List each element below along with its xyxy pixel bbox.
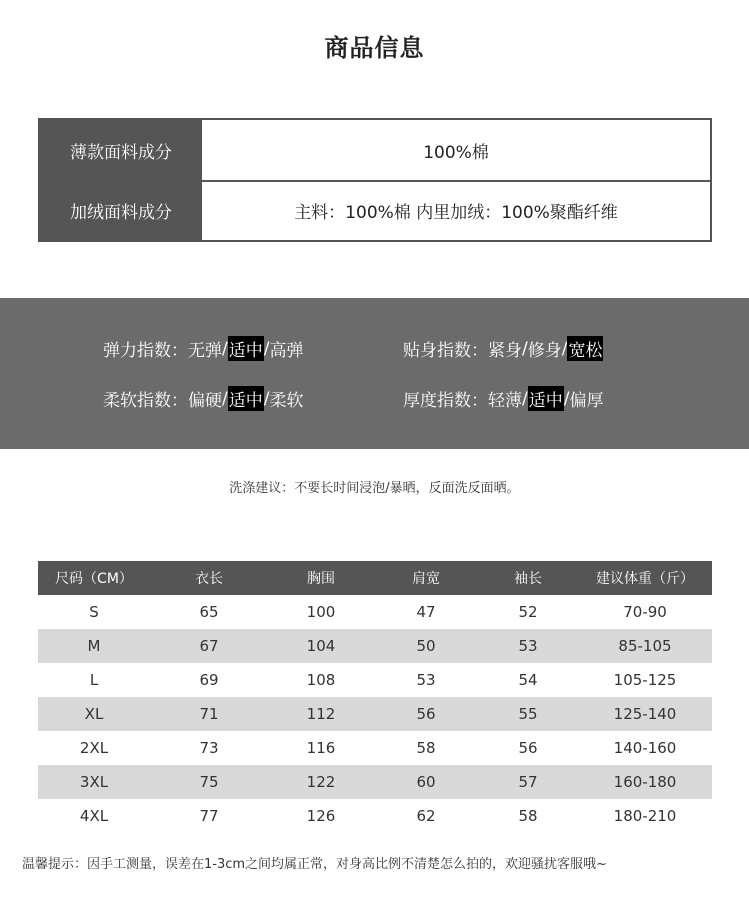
table-cell: 125-140 <box>613 705 677 723</box>
size-table-body <box>38 595 712 833</box>
index-option: 偏厚 <box>569 391 604 411</box>
size-table-header <box>38 561 712 595</box>
index-option: 无弹 <box>188 341 222 361</box>
table-cell: XL <box>84 705 104 723</box>
index-label: 贴身指数： <box>403 341 488 361</box>
table-cell: 60 <box>416 773 436 791</box>
table-row <box>38 595 712 629</box>
table-cell: 65 <box>199 603 219 621</box>
table-cell: 160-180 <box>613 773 677 791</box>
table-row <box>38 663 712 697</box>
fabric-label-fleece: 加绒面料成分 <box>40 180 202 240</box>
fabric-value-thin: 100%棉 <box>423 142 489 163</box>
fabric-row-thin <box>40 120 710 182</box>
table-cell: 75 <box>199 773 219 791</box>
table-cell: 100 <box>306 603 336 621</box>
index-option: 轻薄 <box>488 391 522 411</box>
tip-note: 温馨提示：因手工测量，误差在1-3cm之间均属正常，对身高比例不清楚怎么拍的，欢迎骚扰客服哦~ <box>22 857 607 872</box>
page-title: 商品信息 <box>324 34 425 62</box>
table-cell: 122 <box>306 773 336 791</box>
table-cell: 55 <box>518 705 538 723</box>
fabric-value-fleece: 主料：100%棉 内里加绒：100%聚酯纤维 <box>294 202 618 223</box>
index-band <box>0 298 749 449</box>
table-cell: L <box>89 671 99 689</box>
table-cell: 3XL <box>79 773 109 791</box>
table-cell: 62 <box>416 807 436 825</box>
table-cell: 67 <box>199 637 219 655</box>
table-cell: 47 <box>416 603 436 621</box>
table-cell: 105-125 <box>613 671 677 689</box>
table-cell: 112 <box>306 705 336 723</box>
table-cell: 116 <box>306 739 336 757</box>
table-cell: 56 <box>416 705 436 723</box>
index-elastic: 弹力指数： 无弹 / 适中 / 高弹 <box>103 336 303 361</box>
table-cell: 58 <box>518 807 538 825</box>
index-option: 紧身 <box>488 341 522 361</box>
table-cell: 53 <box>416 671 436 689</box>
index-label: 厚度指数： <box>403 391 488 411</box>
index-option: 柔软 <box>269 391 304 411</box>
index-option-selected: 适中 <box>528 386 564 411</box>
index-thick: 厚度指数： 轻薄 / 适中 / 偏厚 <box>403 386 603 411</box>
index-option: 修身 <box>527 341 562 361</box>
table-cell: 52 <box>518 603 538 621</box>
table-cell: 4XL <box>79 807 109 825</box>
table-row <box>38 765 712 799</box>
table-cell: 53 <box>518 637 538 655</box>
table-cell: 54 <box>518 671 538 689</box>
table-row <box>38 731 712 765</box>
header-cell: 袖长 <box>514 571 542 587</box>
index-option-selected: 适中 <box>228 386 264 411</box>
index-label: 弹力指数： <box>103 341 188 361</box>
table-cell: 57 <box>518 773 538 791</box>
fabric-table <box>38 118 712 242</box>
header-cell: 建议体重（斤） <box>596 571 694 587</box>
index-fit: 贴身指数： 紧身 / 修身 / 宽松 <box>403 336 603 361</box>
table-cell: 2XL <box>79 739 109 757</box>
table-cell: 56 <box>518 739 538 757</box>
table-cell: 71 <box>199 705 219 723</box>
table-cell: 58 <box>416 739 436 757</box>
table-row <box>38 629 712 663</box>
index-option: 高弹 <box>269 341 304 361</box>
table-cell: 126 <box>306 807 336 825</box>
table-row <box>38 697 712 731</box>
index-soft: 柔软指数： 偏硬 / 适中 / 柔软 <box>103 386 303 411</box>
table-cell: 108 <box>306 671 336 689</box>
table-cell: 50 <box>416 637 436 655</box>
table-cell: 77 <box>199 807 219 825</box>
index-option-selected: 适中 <box>228 336 264 361</box>
table-cell: 140-160 <box>613 739 677 757</box>
index-option: 偏硬 <box>188 391 222 411</box>
table-cell: 70-90 <box>623 603 667 621</box>
header-cell: 肩宽 <box>412 571 440 587</box>
table-cell: 69 <box>199 671 219 689</box>
table-cell: S <box>89 603 99 621</box>
table-cell: M <box>87 637 101 655</box>
header-cell: 尺码（CM） <box>55 571 133 587</box>
wash-advice: 洗涤建议：不要长时间浸泡/暴晒，反面洗反面晒。 <box>229 481 520 496</box>
table-cell: 85-105 <box>618 637 672 655</box>
table-cell: 73 <box>199 739 219 757</box>
table-cell: 180-210 <box>613 807 677 825</box>
index-option-selected: 宽松 <box>567 336 603 361</box>
index-label: 柔软指数： <box>103 391 188 411</box>
header-cell: 胸围 <box>307 571 335 587</box>
size-table <box>38 561 712 833</box>
header-cell: 衣长 <box>195 571 223 587</box>
fabric-row-fleece <box>40 180 710 240</box>
table-cell: 104 <box>306 637 336 655</box>
fabric-label-thin: 薄款面料成分 <box>40 120 202 180</box>
table-row <box>38 799 712 833</box>
